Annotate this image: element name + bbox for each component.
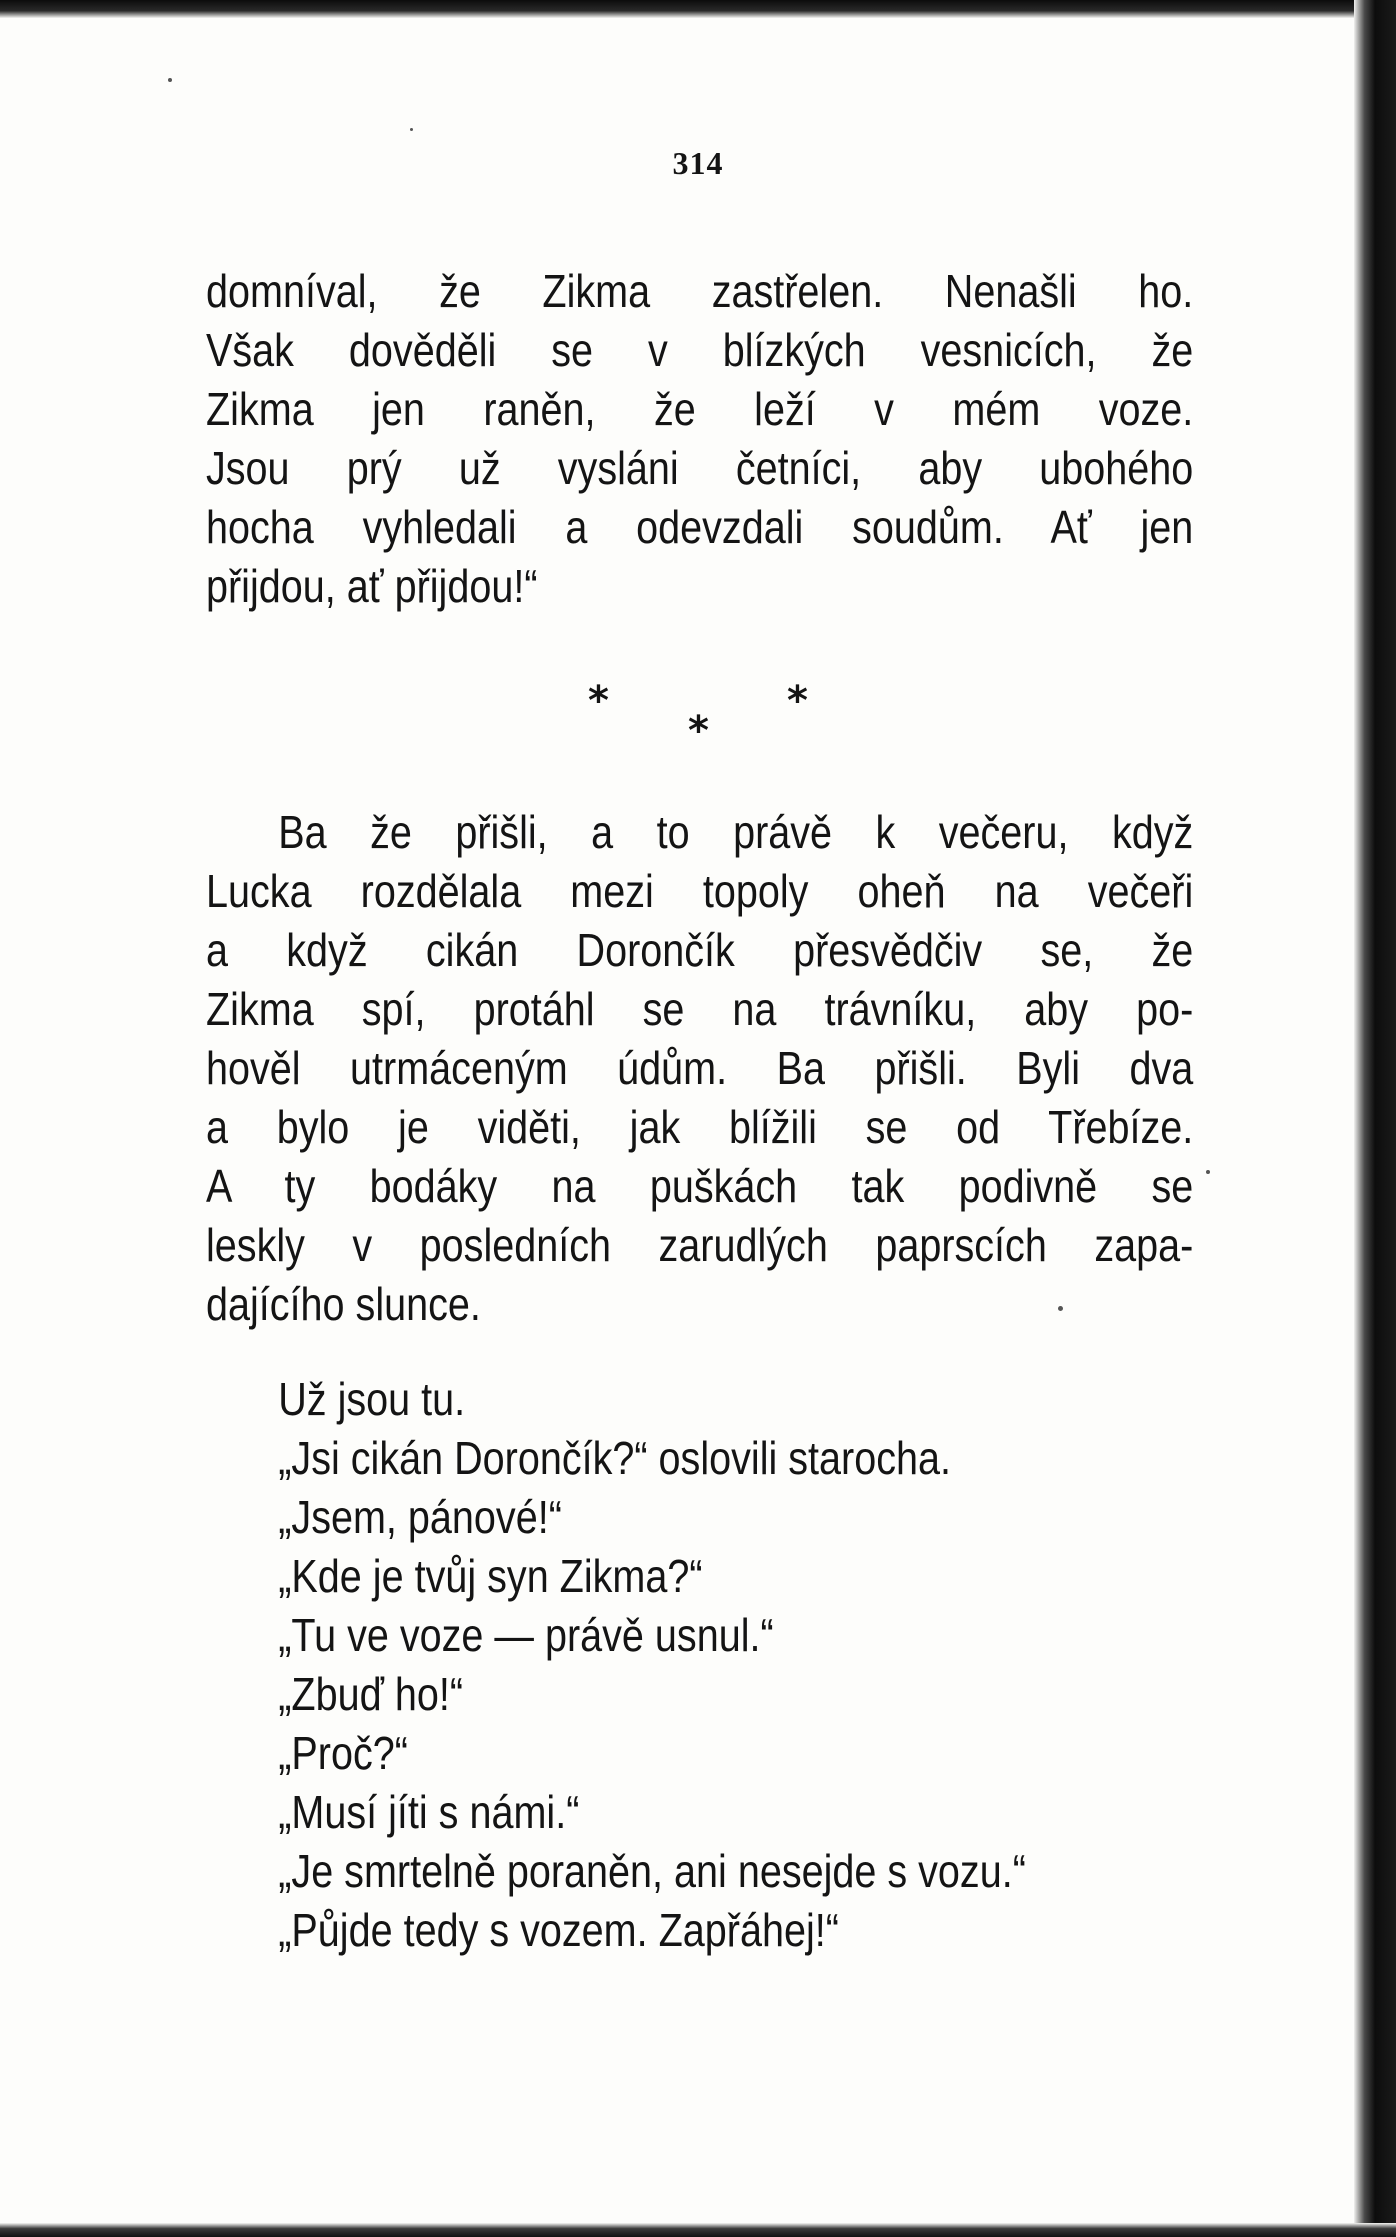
scan-speck: [410, 128, 413, 131]
text-line: hocha vyhledali a odevzdali soudům. Ať jen: [206, 501, 1194, 553]
dialogue-line: „Kde je tvůj syn Zikma?“: [278, 1550, 703, 1602]
text-line: Zikma spí, protáhl se na trávníku, aby po-: [206, 983, 1194, 1035]
scan-speck: [1206, 1170, 1210, 1174]
text-line: Však dověděli se v blízkých vesnicích, že: [206, 324, 1194, 376]
scan-speck: [168, 78, 172, 82]
text-line: dajícího slunce.: [206, 1278, 481, 1330]
text-line: Ba že přišli, a to právě k večeru, když: [278, 806, 1194, 858]
text-line: a když cikán Dorončík přesvědčiv se, že: [206, 924, 1194, 976]
text-line: Lucka rozdělala mezi topoly oheň na večeři: [206, 865, 1194, 917]
text-line: přijdou, ať přijdou!“: [206, 560, 538, 612]
dialogue-line: Už jsou tu.: [278, 1373, 466, 1425]
dialogue-line: „Půjde tedy s vozem. Zapřáhej!“: [278, 1904, 839, 1956]
dialogue-line: „Musí jíti s námi.“: [278, 1786, 580, 1838]
section-break-asterism: [0, 672, 1396, 762]
text-line: Jsou prý už vysláni četníci, aby ubohého: [206, 442, 1194, 494]
page-number: 314: [672, 145, 724, 181]
dialogue-line: „Proč?“: [278, 1727, 408, 1779]
scan-edge-right: [1354, 0, 1396, 2237]
dialogue-line: „Jsem, pánové!“: [278, 1491, 562, 1543]
scan-edge-bottom: [0, 2223, 1396, 2237]
paragraph-2: [206, 803, 1194, 1334]
text-line: a bylo je viděti, jak blížili se od Třebíze.: [206, 1101, 1194, 1153]
dialogue-block: [206, 1370, 1193, 1960]
text-line: domníval, že Zikma zastřelen. Nenašli ho.: [206, 265, 1194, 317]
dialogue-line: „Zbuď ho!“: [278, 1668, 464, 1720]
dialogue-line: „Tu ve voze — právě usnul.“: [278, 1609, 774, 1661]
asterisk: *: [688, 708, 709, 754]
text-line: leskly v posledních zarudlých paprscích zapa-: [206, 1219, 1194, 1271]
paragraph-1: [206, 262, 1194, 616]
dialogue-line: „Jsi cikán Dorončík?“ oslovili starocha.: [278, 1432, 952, 1484]
text-line: hověl utrmáceným údům. Ba přišli. Byli dva: [206, 1042, 1194, 1094]
scan-edge-top: [0, 0, 1396, 18]
text-line: Zikma jen raněn, že leží v mém voze.: [206, 383, 1194, 435]
dialogue-line: „Je smrtelně poraněn, ani nesejde s vozu.“: [278, 1845, 1026, 1897]
asterisk: *: [787, 678, 808, 724]
text-line: A ty bodáky na puškách tak podivně se: [206, 1160, 1194, 1212]
asterisk: *: [588, 678, 609, 724]
